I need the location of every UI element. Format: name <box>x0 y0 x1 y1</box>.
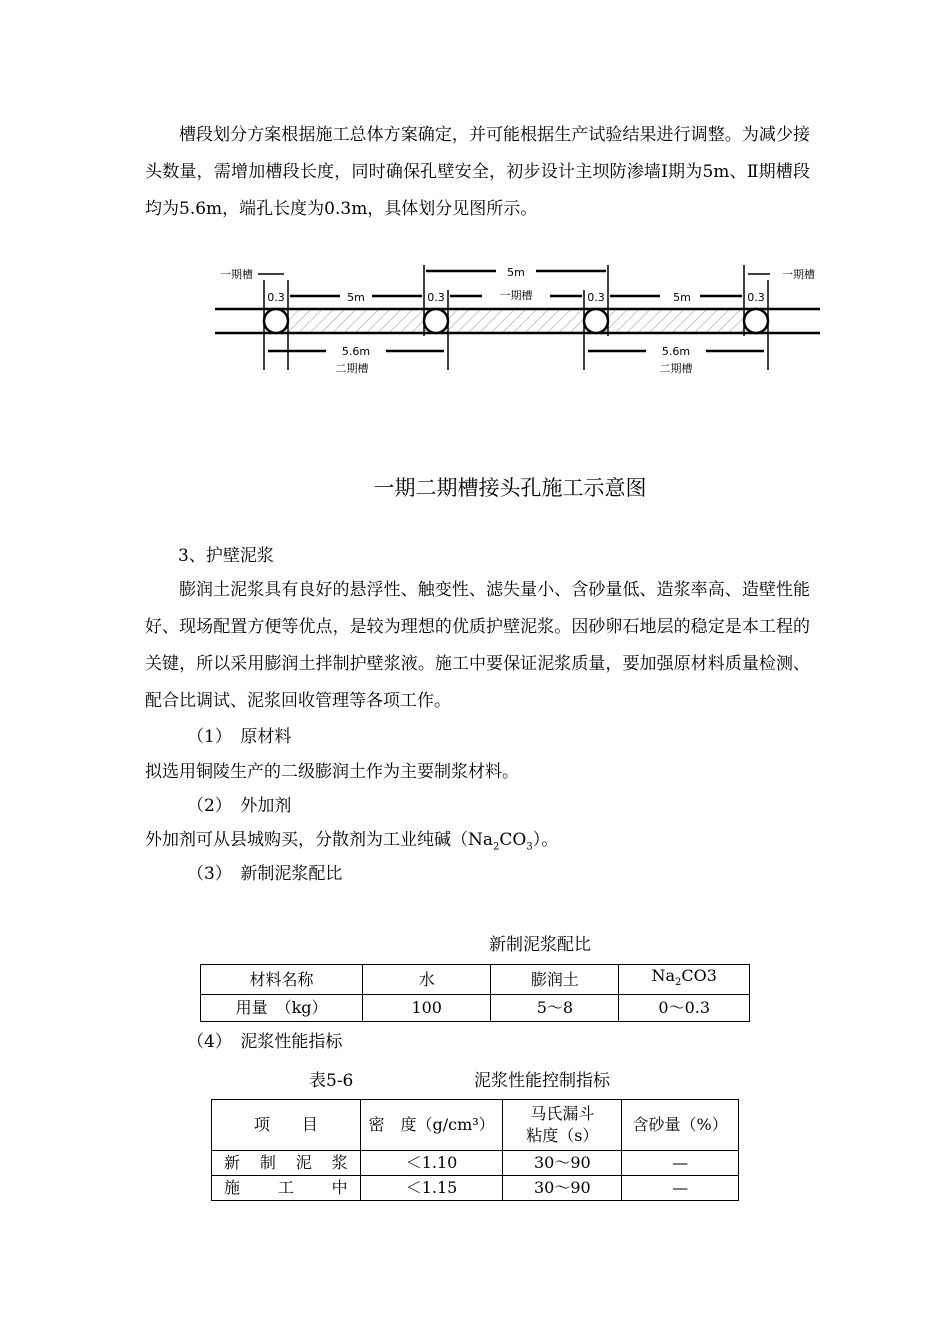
label-03-3: 0.3 <box>587 291 605 304</box>
table-cell: 新制泥浆 <box>212 1151 361 1176</box>
table-row <box>212 1151 739 1176</box>
table-header-cell: 马氏漏斗 粘度（s） <box>503 1100 622 1151</box>
joint-hole-diagram <box>200 250 840 390</box>
label-5m-left: 5m <box>347 291 365 304</box>
label-03-2: 0.3 <box>427 291 445 304</box>
section3-heading: 3、护壁泥浆 <box>178 546 274 566</box>
sub2-text: 外加剂可从县城购买，分散剂为工业纯碱$(Na_2CO_3)$。 <box>145 830 559 853</box>
table-cell: — <box>622 1176 739 1201</box>
end-hole-4 <box>744 309 768 333</box>
table-row <box>201 995 750 1022</box>
label-56-left: 5.6m <box>341 345 371 358</box>
table-cell: 5～8 <box>491 995 619 1022</box>
label-erqi-left: 二期槽 <box>335 362 369 375</box>
table-header-cell: 密 度（g/cm³） <box>360 1100 503 1151</box>
table-row <box>212 1100 739 1151</box>
table-header-cell: 材料名称 <box>201 965 363 995</box>
label-03-4: 0.3 <box>747 291 765 304</box>
wall-hatch-left <box>276 309 446 333</box>
table-header-cell: 水 <box>363 965 491 995</box>
table-header-cell: $Na_2CO3$ <box>619 965 750 995</box>
section3-paragraph: 膨润土泥浆具有良好的悬浮性、触变性、滤失量小、含砂量低、造浆率高、造壁性能好、现场配置方便等优点，是较为理想的优质护壁泥浆。因砂卵石地层的稳定是本工程的关键，所以采用膨润土拌制护壁浆液。施工中要保证泥浆质量，要加强原材料质量检测、配合比调试、泥浆回收管理等各项工作。 <box>145 580 810 711</box>
end-hole-2 <box>424 309 448 333</box>
wall-hatch-mid <box>436 309 606 333</box>
end-hole-1 <box>264 309 288 333</box>
end-hole-3 <box>584 309 608 333</box>
label-03-1: 0.3 <box>267 291 285 304</box>
sub2-title: （2） 外加剂 <box>187 796 292 816</box>
sub3-title: （3） 新制泥浆配比 <box>187 864 343 884</box>
sub4-title: （4） 泥浆性能指标 <box>187 1032 343 1052</box>
label-yiqi-right: 一期槽 <box>782 268 815 281</box>
label-yiqi-left: 一期槽 <box>220 268 253 281</box>
table-header-cell: 膨润土 <box>491 965 619 995</box>
table-cell: 100 <box>363 995 491 1022</box>
sub1-text: 拟选用铜陵生产的二级膨润土作为主要制浆材料。 <box>145 762 519 782</box>
table-cell: 30～90 <box>503 1151 622 1176</box>
table-cell: ＜1.10 <box>360 1151 503 1176</box>
wall-hatch-right <box>596 309 764 333</box>
table-cell: 用量 （kg） <box>201 995 363 1022</box>
mud-performance-table <box>211 1099 739 1201</box>
table2-caption-num: 表5-6 <box>309 1071 354 1091</box>
label-top-5m: 5m <box>507 266 525 279</box>
label-5m-right: 5m <box>673 291 691 304</box>
table-row <box>212 1176 739 1201</box>
table-header-cell: 项 目 <box>212 1100 361 1151</box>
sub1-title: （1） 原材料 <box>187 727 292 747</box>
diagram-caption: 一期二期槽接头孔施工示意图 <box>373 476 647 500</box>
table2-caption-title: 泥浆性能控制指标 <box>474 1071 610 1091</box>
table-header-cell: 含砂量（%） <box>622 1100 739 1151</box>
table-cell: — <box>622 1151 739 1176</box>
label-yiqi-mid: 一期槽 <box>499 289 533 302</box>
table1-caption: 新制泥浆配比 <box>489 935 591 955</box>
mix-ratio-table <box>200 964 750 1022</box>
table-cell: ＜1.15 <box>360 1176 503 1201</box>
table-row <box>201 965 750 995</box>
label-56-right: 5.6m <box>661 345 691 358</box>
table-cell: 30～90 <box>503 1176 622 1201</box>
label-erqi-right: 二期槽 <box>659 362 693 375</box>
table-cell: 施工中 <box>212 1176 361 1201</box>
table-cell: 0～0.3 <box>619 995 750 1022</box>
intro-paragraph: 槽段划分方案根据施工总体方案确定，并可能根据生产试验结果进行调整。为减少接头数量，需增加槽段长度，同时确保孔壁安全，初步设计主坝防渗墙Ⅰ期为5m、Ⅱ期槽段均为5.6m，端孔长度为0.3m，具体划分见图所示。 <box>145 125 810 219</box>
